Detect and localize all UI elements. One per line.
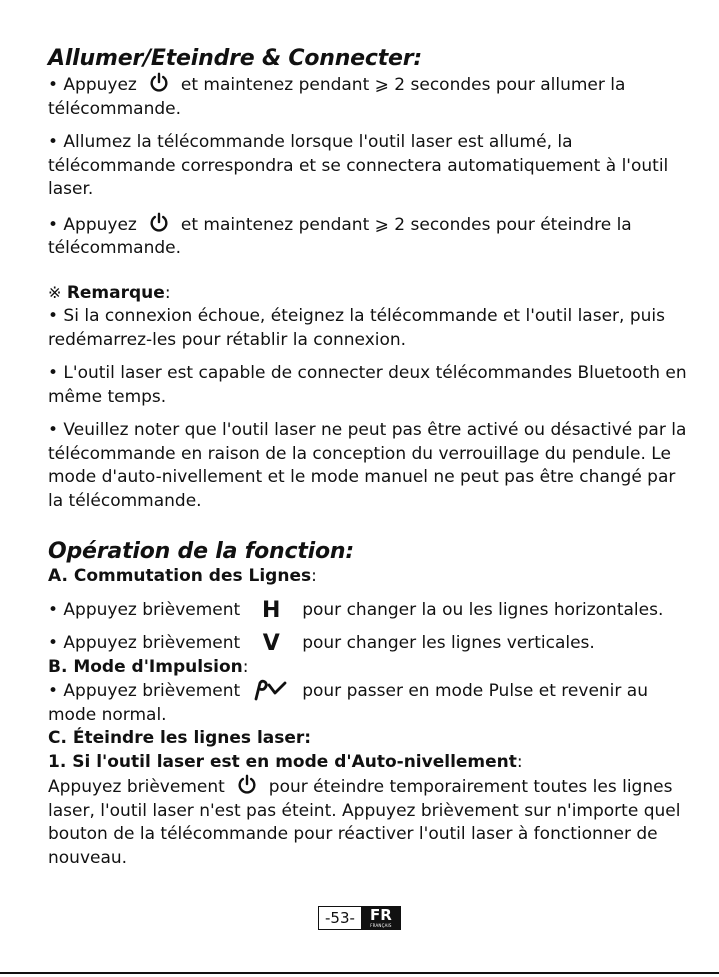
note-item-pendulum: • Veuillez noter que l'outil laser ne peut pas être activé ou désactivé par la télécommande en raison de la conception du verrouillage du pendule. Le mode d'auto-nivellement et le mode manuel ne peut pas être changé par la télécommande. [48, 420, 687, 511]
page-number: -53- [318, 906, 361, 930]
paragraph-horizontal-lines: • Appuyez brièvement H pour changer la ou les lignes horizontales. [48, 597, 664, 623]
power-icon [143, 212, 175, 234]
paragraph-pulse-mode: • Appuyez brièvement pour passer en mode Pulse et revenir au mode normal. [48, 681, 648, 725]
manual-page [48, 46, 688, 870]
note-item-reconnect: • Si la connexion échoue, éteignez la télécommande et l'outil laser, puis redémarrez-les pour rétablir la connexion. [48, 306, 665, 350]
subheading-line-switch: A. Commutation des Lignes: [48, 566, 317, 586]
note-symbol: ※ [48, 282, 62, 302]
h-button-icon: H [262, 597, 281, 623]
language-badge: FR FRANÇAIS [361, 906, 401, 930]
note-label: Remarque [66, 282, 165, 303]
power-icon [231, 774, 263, 796]
note-heading: ※ Remarque: [48, 282, 171, 303]
v-button-icon: V [262, 631, 280, 656]
paragraph-power-on: • Appuyez et maintenez pendant ⩾ 2 secondes pour allumer la télécommande. [48, 72, 688, 121]
subheading-pulse-mode: B. Mode d'Impulsion: [48, 656, 249, 677]
note-item-two-remotes: • L'outil laser est capable de connecter deux télécommandes Bluetooth en même temps. [48, 363, 687, 407]
paragraph-vertical-lines: • Appuyez brièvement V pour changer les lignes verticales. [48, 631, 595, 656]
paragraph-auto-connect: • Allumez la télécommande lorsque l'outil laser est allumé, la télécommande correspondra et se connectera automatiquement à l'outil laser. [48, 132, 669, 199]
subheading-auto-level: 1. Si l'outil laser est en mode d'Auto-nivellement: [48, 751, 523, 772]
section-title-power-connect: Allumer/Eteindre & Connecter: [48, 46, 423, 71]
pulse-icon [240, 679, 302, 704]
section-title-function: Opération de la fonction: [48, 539, 354, 564]
power-icon [143, 72, 175, 94]
bottom-rule [0, 972, 719, 974]
paragraph-turn-off-lines: Appuyez brièvement pour éteindre temporairement toutes les lignes laser, l'outil laser n'est pas éteint. Appuyez brièvement sur n'importe quel bouton de la télécommande pour réactiver l'outil laser à fonctionner de nouveau. [48, 774, 688, 870]
paragraph-power-off: • Appuyez et maintenez pendant ⩾ 2 secondes pour éteindre la télécommande. [48, 212, 688, 261]
page-footer [318, 906, 401, 930]
subheading-turn-off-lines: C. Éteindre les lignes laser: [48, 728, 312, 748]
